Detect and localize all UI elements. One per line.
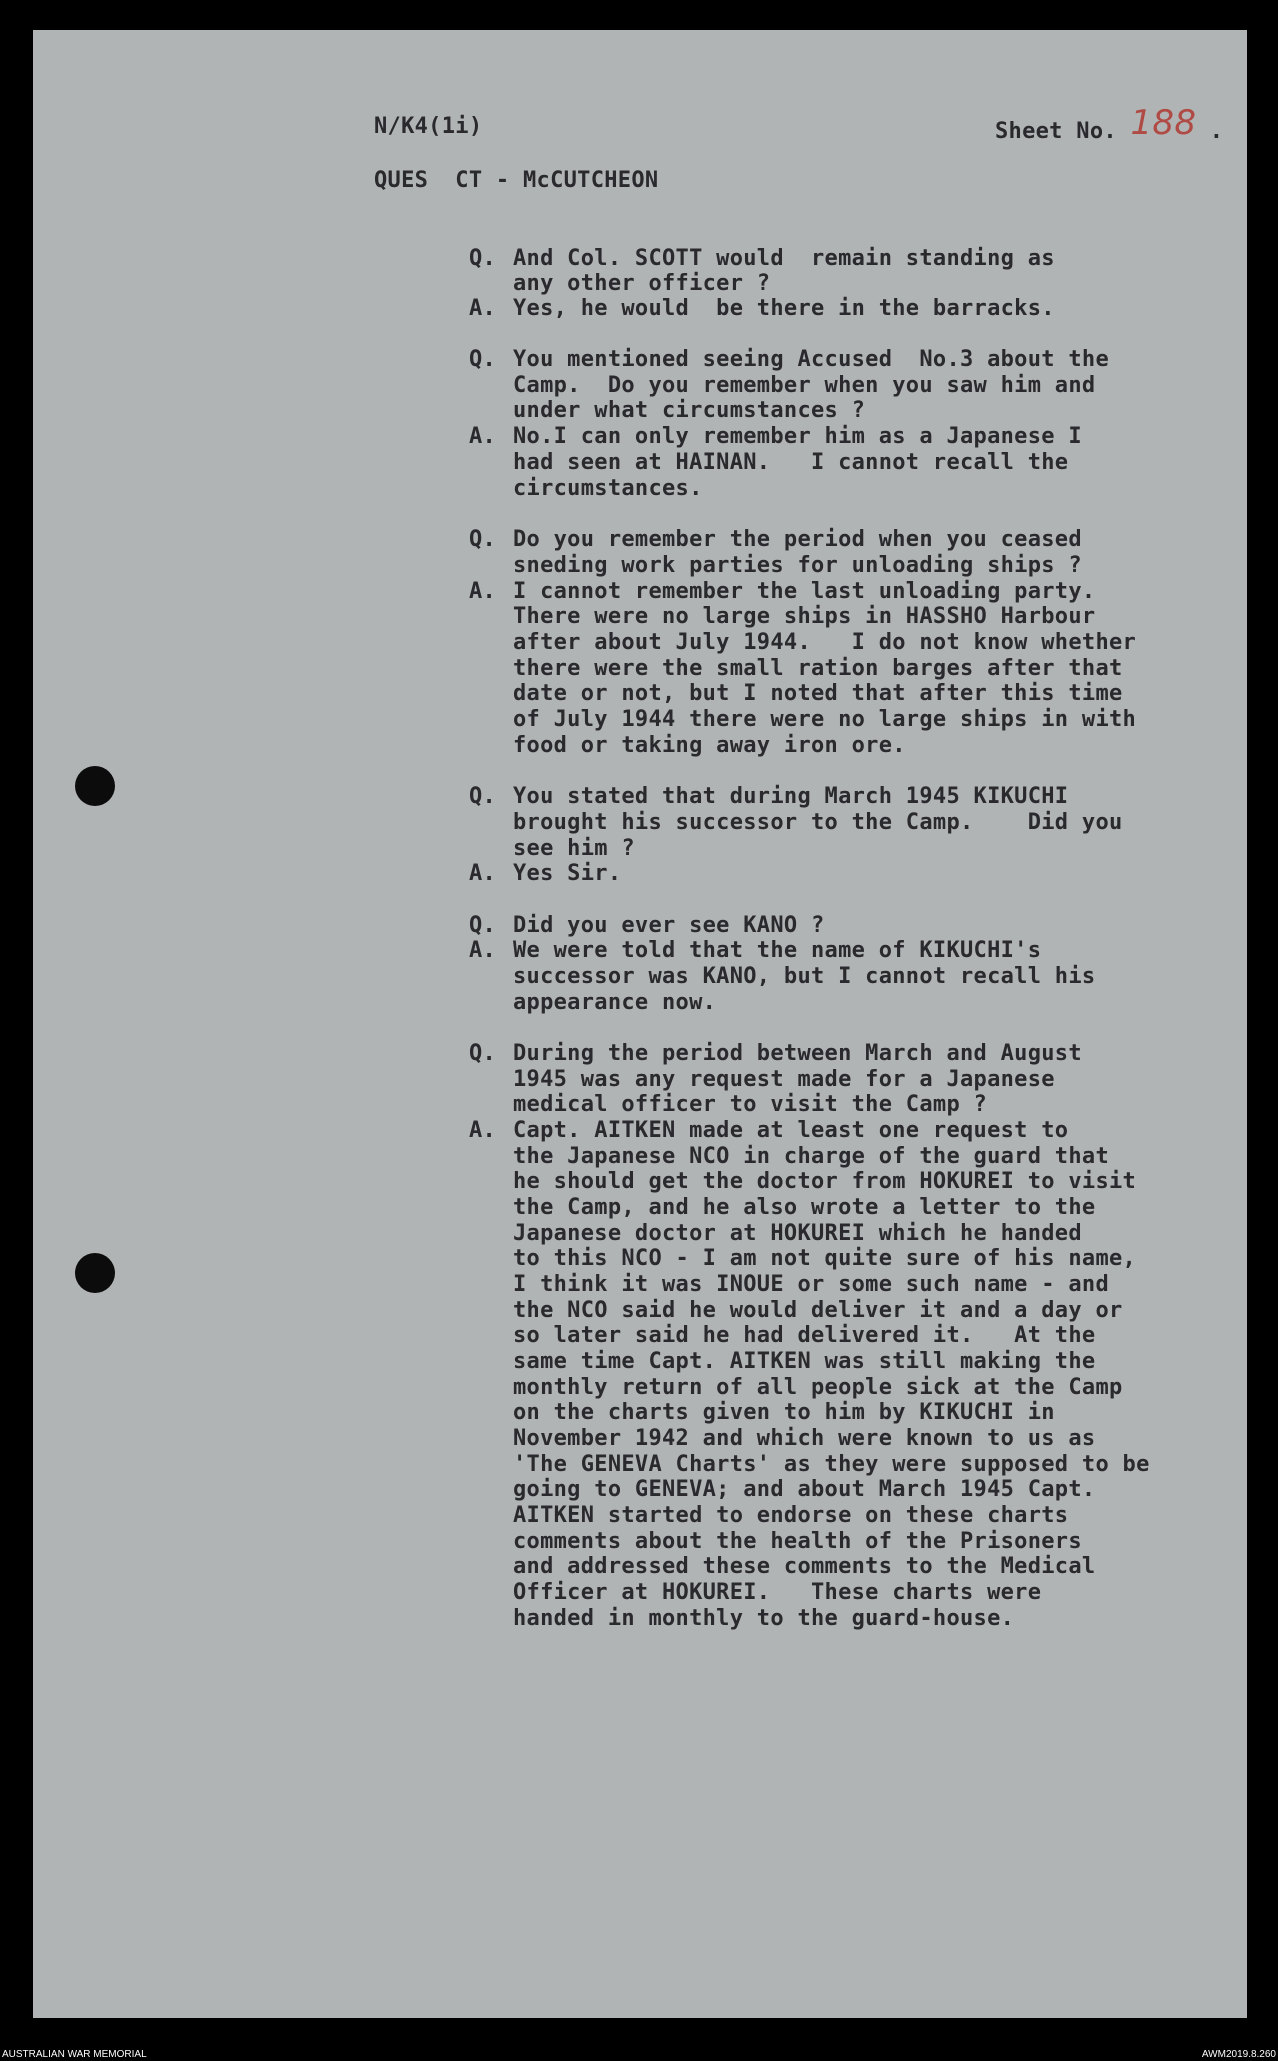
transcript-line [469, 964, 1247, 990]
sheet-number-handwritten: 188 [1130, 103, 1197, 143]
answer-text: handed in monthly to the guard-house. [513, 1606, 1015, 1631]
answer-text: to this NCO - I am not quite sure of his name, [513, 1246, 1137, 1271]
answer-marker: A. [469, 1118, 497, 1143]
transcript-line [469, 604, 1247, 630]
answer-text: there were the small ration barges after that [513, 656, 1123, 681]
transcript-line [469, 1298, 1247, 1324]
answer-text: AITKEN started to endorse on these charts [513, 1503, 1069, 1528]
answer-text: the Camp, and he also wrote a letter to the [513, 1195, 1096, 1220]
answer-text: November 1942 and which were known to us as [513, 1426, 1096, 1451]
question-marker: Q. [469, 1041, 497, 1066]
answer-text: 'The GENEVA Charts' as they were supposed to be [513, 1452, 1150, 1477]
transcript-line [469, 913, 1247, 939]
question-text: During the period between March and August [513, 1041, 1082, 1066]
answer-text: Officer at HOKUREI. These charts were [513, 1580, 1042, 1605]
transcript-line [469, 1221, 1247, 1247]
transcript-line [469, 630, 1247, 656]
transcript-line [469, 1041, 1247, 1067]
question-text: brought his successor to the Camp. Did you [513, 810, 1123, 835]
transcript-line [469, 1554, 1247, 1580]
answer-text: date or not, but I noted that after this time [513, 681, 1123, 706]
answer-text: food or taking away iron ore. [513, 733, 906, 758]
question-text: see him ? [513, 836, 635, 861]
answer-text: No.I can only remember him as a Japanese I [513, 424, 1082, 449]
question-text: sneding work parties for unloading ships ? [513, 553, 1082, 578]
transcript-line [469, 1529, 1247, 1555]
transcript-line [469, 1169, 1247, 1195]
transcript-line [469, 1092, 1247, 1118]
question-marker: Q. [469, 246, 497, 271]
question-text: any other officer ? [513, 271, 771, 296]
sheet-number-line [995, 103, 1224, 145]
transcript-line [469, 1067, 1247, 1093]
answer-text: appearance now. [513, 990, 717, 1015]
transcript-line [469, 656, 1247, 682]
answer-text: the NCO said he would deliver it and a day or [513, 1298, 1123, 1323]
question-text: And Col. SCOTT would remain standing as [513, 246, 1055, 271]
answer-text: had seen at HAINAN. I cannot recall the [513, 450, 1069, 475]
transcript-line [469, 373, 1247, 399]
answer-text: after about July 1944. I do not know whether [513, 630, 1137, 655]
answer-text: and addressed these comments to the Medical [513, 1554, 1096, 1579]
transcript-line [469, 1426, 1247, 1452]
answer-marker: A. [469, 296, 497, 321]
question-text: You stated that during March 1945 KIKUCHI [513, 784, 1069, 809]
transcript-line [469, 1118, 1247, 1144]
question-marker: Q. [469, 527, 497, 552]
answer-marker: A. [469, 938, 497, 963]
transcript-line [469, 1580, 1247, 1606]
transcript-line [469, 579, 1247, 605]
transcript-line [469, 476, 1247, 502]
answer-text: I think it was INOUE or some such name - and [513, 1272, 1109, 1297]
transcript-line [469, 681, 1247, 707]
question-text: You mentioned seeing Accused No.3 about the [513, 347, 1109, 372]
answer-text: so later said he had delivered it. At the [513, 1323, 1096, 1348]
transcript-line [469, 1349, 1247, 1375]
question-text: Did you ever see KANO ? [513, 913, 825, 938]
transcript-line [469, 733, 1247, 759]
transcript-line [469, 1452, 1247, 1478]
question-text: 1945 was any request made for a Japanese [513, 1067, 1055, 1092]
answer-text: same time Capt. AITKEN was still making the [513, 1349, 1096, 1374]
answer-text: the Japanese NCO in charge of the guard that [513, 1144, 1109, 1169]
answer-text: I cannot remember the last unloading party. [513, 579, 1096, 604]
transcript-line [469, 1503, 1247, 1529]
question-text: under what circumstances ? [513, 398, 866, 423]
transcript-line [469, 347, 1247, 373]
transcript-line [469, 784, 1247, 810]
answer-text: he should get the doctor from HOKUREI to visit [513, 1169, 1137, 1194]
transcript-line [469, 1195, 1247, 1221]
answer-text: on the charts given to him by KIKUCHI in [513, 1400, 1055, 1425]
transcript-line [469, 836, 1247, 862]
answer-text: Yes, he would be there in the barracks. [513, 296, 1055, 321]
transcript-line [469, 527, 1247, 553]
transcript-line [469, 810, 1247, 836]
answer-text: Japanese doctor at HOKUREI which he handed [513, 1221, 1082, 1246]
transcript-line [469, 424, 1247, 450]
question-text: Do you remember the period when you ceased [513, 527, 1082, 552]
transcript-line [469, 1272, 1247, 1298]
footer-accession-number: AWM2019.8.260 [1201, 2049, 1276, 2060]
answer-text: circumstances. [513, 476, 703, 501]
answer-marker: A. [469, 579, 497, 604]
answer-text: comments about the health of the Prisoners [513, 1529, 1082, 1554]
file-reference: N/K4(1i) [374, 114, 483, 139]
transcript-line [469, 246, 1247, 272]
answer-text: We were told that the name of KIKUCHI's [513, 938, 1042, 963]
question-marker: Q. [469, 784, 497, 809]
transcript-line [469, 271, 1247, 297]
answer-text: Capt. AITKEN made at least one request to [513, 1118, 1069, 1143]
transcript-line [469, 990, 1247, 1016]
transcript-line [469, 861, 1247, 887]
answer-text: successor was KANO, but I cannot recall his [513, 964, 1096, 989]
answer-text: going to GENEVA; and about March 1945 Capt. [513, 1477, 1096, 1502]
transcript-line [469, 296, 1247, 322]
document-page [33, 30, 1247, 2018]
witness-heading: QUES CT - McCUTCHEON [374, 168, 659, 193]
transcript-line [469, 398, 1247, 424]
question-marker: Q. [469, 347, 497, 372]
transcript-line [469, 1606, 1247, 1632]
transcript-line [469, 1323, 1247, 1349]
answer-text: Yes Sir. [513, 861, 622, 886]
sheet-label: Sheet No. [995, 119, 1131, 144]
question-marker: Q. [469, 913, 497, 938]
question-text: Camp. Do you remember when you saw him and [513, 373, 1096, 398]
punch-hole-lower [75, 1253, 115, 1293]
transcript-line [469, 938, 1247, 964]
answer-text: There were no large ships in HASSHO Harbour [513, 604, 1096, 629]
sheet-suffix: . [1196, 119, 1224, 144]
transcript-line [469, 707, 1247, 733]
answer-text: monthly return of all people sick at the Camp [513, 1375, 1123, 1400]
answer-text: of July 1944 there were no large ships in with [513, 707, 1137, 732]
transcript-line [469, 1400, 1247, 1426]
answer-marker: A. [469, 861, 497, 886]
transcript-line [469, 450, 1247, 476]
answer-marker: A. [469, 424, 497, 449]
transcript-line [469, 1144, 1247, 1170]
transcript-line [469, 1246, 1247, 1272]
punch-hole-upper [75, 766, 115, 806]
transcript-line [469, 1477, 1247, 1503]
transcript-line [469, 1375, 1247, 1401]
transcript-line [469, 553, 1247, 579]
footer-institution: AUSTRALIAN WAR MEMORIAL [2, 2049, 147, 2060]
question-text: medical officer to visit the Camp ? [513, 1092, 988, 1117]
